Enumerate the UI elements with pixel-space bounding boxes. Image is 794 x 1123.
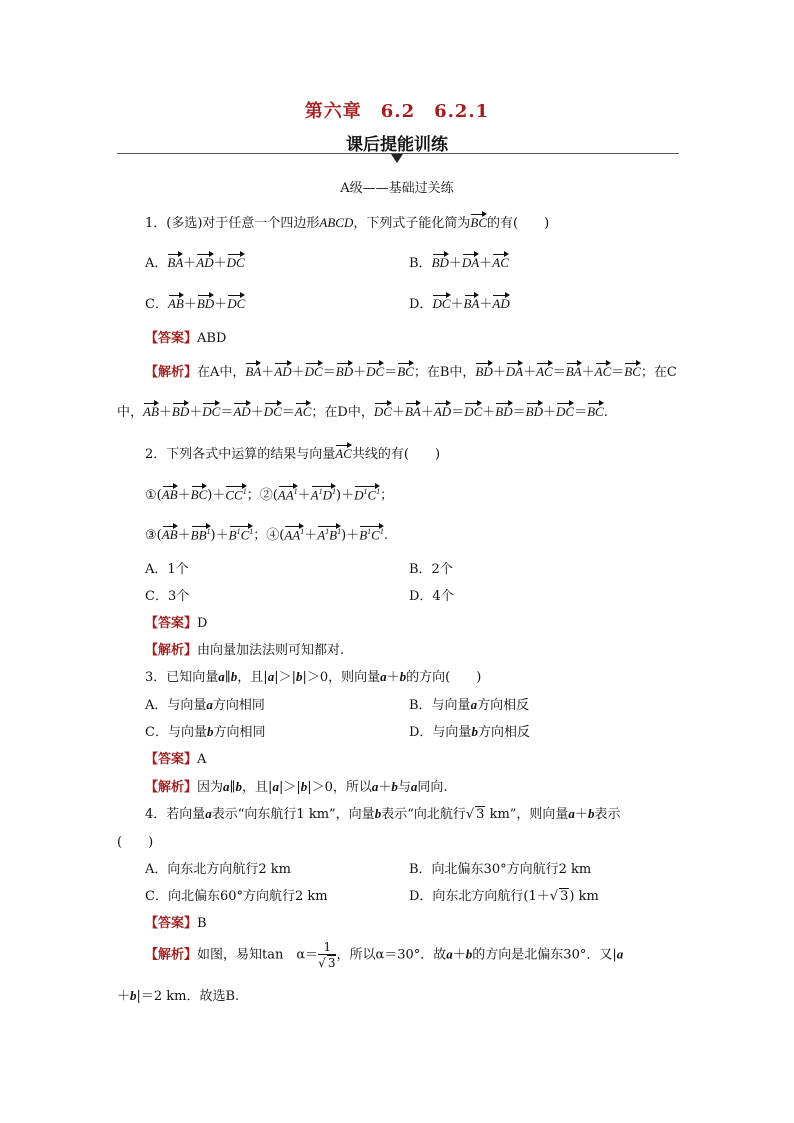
q1-answer: 【答案】ABD xyxy=(145,331,227,346)
q2-option-b[interactable]: B．2个 xyxy=(409,562,453,577)
q3-analysis: 【解析】因为a∥b，且|a|＞|b|＞0，所以a＋b与a同向. xyxy=(145,779,448,795)
q1-analysis-line1: 【解析】在A中，BA＋AD＋DC＝BD＋DC＝BC；在B中，BD＋DA＋AC＝BA＋AC＝BC；在C xyxy=(145,364,677,380)
q2-option-c[interactable]: C．3个 xyxy=(145,589,190,604)
fraction-one-over-sqrt3: $\frac{1}{√ 3}$ xyxy=(318,940,336,970)
q4-option-b[interactable]: B．向北偏东30°方向航行2 km xyxy=(409,862,592,877)
q4-analysis-line2: ＋b|＝2 km．故选B. xyxy=(117,988,240,1004)
level-heading: A级——基础过关练 xyxy=(340,181,454,196)
q1-analysis-line2: 中，AB＋BD＋DC＝AD＋DC＝AC；在D中，DC＋BA＋AD＝DC＋BD＝BD＋DC＝BC. xyxy=(117,404,608,420)
q2-answer: 【答案】D xyxy=(145,616,208,631)
q4-option-a[interactable]: A．向东北方向航行2 km xyxy=(145,862,291,877)
q4-option-c[interactable]: C．向北偏东60°方向航行2 km xyxy=(145,889,328,904)
q4-option-d[interactable]: D．向东北方向航行(1＋√ 3) km xyxy=(409,889,599,904)
q2-stem: 2．下列各式中运算的结果与向量AC共线的有( ) xyxy=(145,446,441,462)
q2-option-d[interactable]: D．4个 xyxy=(409,589,454,604)
page-subtitle: 课后提能训练 xyxy=(346,135,448,155)
q2-option-a[interactable]: A．1个 xyxy=(145,562,189,577)
triangle-marker-icon xyxy=(391,154,403,163)
q3-stem: 3．已知向量a∥b，且|a|＞|b|＞0，则向量a＋b的方向( ) xyxy=(145,669,482,685)
q3-option-a[interactable]: A．与向量a方向相同 xyxy=(145,697,265,713)
q1-stem: 1．(多选)对于任意一个四边形ABCD，下列式子能化简为BC的有( ) xyxy=(145,215,550,231)
q4-stem-line1: 4．若向量a表示“向东航行1 km”，向量b表示“向北航行√ 3 km”，则向量a＋b表示 xyxy=(145,806,621,822)
q3-option-c[interactable]: C．与向量b方向相同 xyxy=(145,724,266,740)
q2-analysis: 【解析】由向量加法法则可知都对. xyxy=(145,643,345,658)
q2-expressions-1-2: $①(AB+BC)+CC^1$；$②(AA^1+A^1D^1)+D^1C^1$； xyxy=(145,486,394,503)
q2-expressions-3-4: $③(AB+BB^1)+B^1C^1$；$④(AA^1+A^1B^1)+B^1C^1$. xyxy=(145,526,388,543)
q3-option-d[interactable]: D．与向量b方向相反 xyxy=(409,724,530,740)
q4-analysis-line1: 【解析】如图，易知tan α＝ $\frac{1}{√ 3}$ ，所以α＝30°．故a＋b的方向是北偏东30°．又|a xyxy=(145,940,624,970)
q3-answer: 【答案】A xyxy=(145,752,207,767)
q1-option-a[interactable]: A．BA＋AD＋DC xyxy=(145,255,245,271)
q4-stem-line2: ( ) xyxy=(117,835,154,850)
chapter-title: 第六章 6.2 6.2.1 xyxy=(304,101,490,122)
q3-option-b[interactable]: B．与向量a方向相反 xyxy=(409,697,530,713)
q1-option-b[interactable]: B．BD＋DA＋AC xyxy=(409,255,509,271)
q4-answer: 【答案】B xyxy=(145,916,207,931)
q1-option-c[interactable]: C．AB＋BD＋DC xyxy=(145,296,246,312)
q1-option-d[interactable]: D．DC＋BA＋AD xyxy=(409,296,510,312)
